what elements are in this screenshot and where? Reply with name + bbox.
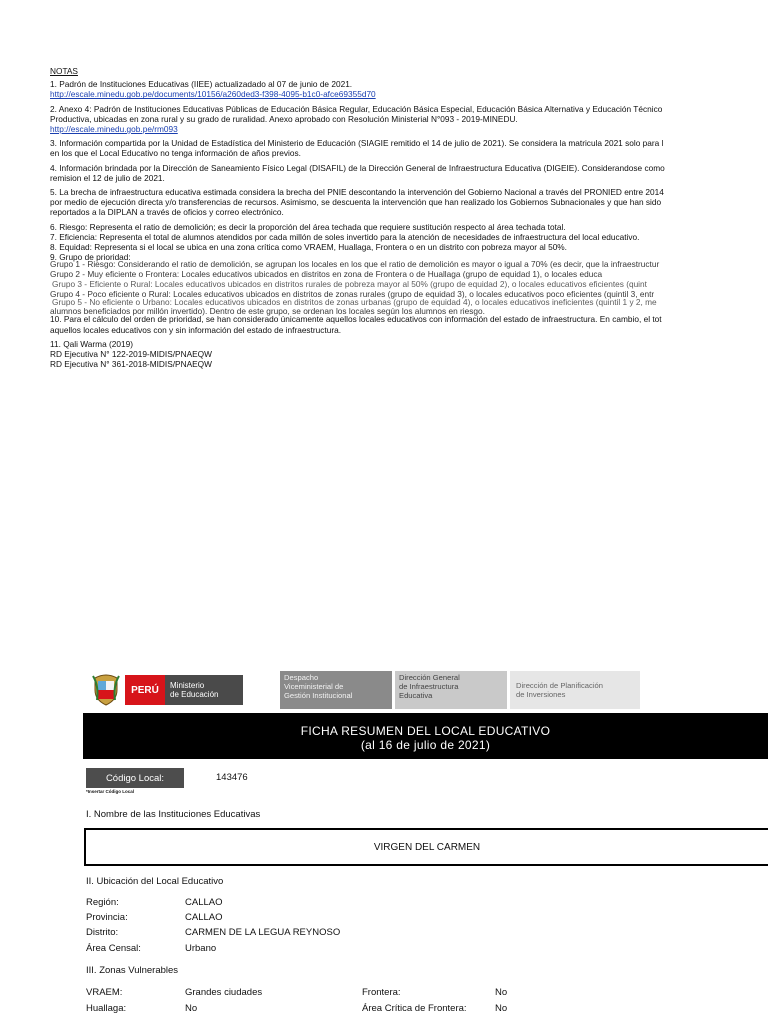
section-3-title: III. Zonas Vulnerables xyxy=(86,965,179,976)
direccion-general-box xyxy=(395,671,507,709)
institution-name: VIRGEN DEL CARMEN xyxy=(373,841,481,853)
distrito-value: CARMEN DE LA LEGUA REYNOSO xyxy=(185,927,341,938)
area-censal-value: Urbano xyxy=(185,943,217,954)
note-7: 7. Eficiencia: Representa el total de alumnos atendidos por cada millón de soles invertido para la atención de necesidades de infraestructura del local educativo. xyxy=(50,231,640,242)
region-value: CALLAO xyxy=(185,897,223,908)
ficha-subtitle: (al 16 de julio de 2021) xyxy=(360,738,491,752)
area-critica-frontera-value: No xyxy=(495,1003,508,1014)
note-1: 1. Padrón de Instituciones Educativas (IIEE) actualizadado al 07 de junio de 2021. xyxy=(50,79,353,90)
dg-line-2: de Infraestructura xyxy=(399,682,459,691)
group-6: alumnos beneficiados por millón invertido). Dentro de este grupo, se ordenan los locales según los alumnos en riesgo. xyxy=(50,306,485,317)
area-censal-label: Área Censal: xyxy=(86,943,141,954)
peru-label: PERÚ xyxy=(125,675,165,705)
note-2-cont: Productiva, ubicadas en zona rural y su grado de ruralidad. Anexo aprobado con Resolución Ministerial N°093 - 2019-MINEDU. xyxy=(50,113,518,124)
note-6: 6. Riesgo: Representa el ratio de demolición; es decir la proporción del área techada que requiere sustitución respecto al área techada total. xyxy=(50,221,566,232)
codigo-local-label: Código Local: xyxy=(86,768,184,788)
group-1: Grupo 1 - Riesgo: Considerando el ratio de demolición, se agrupan los locales en los que el ratio de demolición es mayor o igual a 70% (es decir, que la infraestructur xyxy=(50,259,660,270)
vraem-label: VRAEM: xyxy=(86,987,123,998)
note-2-link[interactable]: http://escale.minedu.gob.pe/rm093 xyxy=(50,124,178,135)
dg-line-3: Educativa xyxy=(399,691,433,700)
note-10: 10. Para el cálculo del orden de prioridad, se han considerado únicamente aquellos locales educativos con información del estado de infraestructura. En cambio, el tot xyxy=(50,314,662,325)
notes-section xyxy=(50,66,768,369)
despacho-line-1: Despacho xyxy=(284,673,319,682)
note-5-cont: por medio de ejecución directa y/o transferencias de recursos. Asimismo, se descuenta la intervención que han realizado los Gobiernos Subnacionales y que han sido xyxy=(50,197,662,208)
region-label: Región: xyxy=(86,897,119,908)
rd-2: RD Ejecutiva N° 361-2018-MIDIS/PNAEQW xyxy=(50,359,212,370)
group-4: Grupo 4 - Poco eficiente o Rural: Locales educativos ubicados en distritos de zonas rurales (grupo de equidad 3), o locales educativos poco eficientes (quintil 3, entr xyxy=(50,289,655,300)
area-critica-frontera-label: Área Crítica de Frontera: xyxy=(362,1003,467,1014)
despacho-line-3: Gestión Institucional xyxy=(284,691,353,700)
ficha-title: FICHA RESUMEN DEL LOCAL EDUCATIVO xyxy=(300,724,551,738)
section-1-title: I. Nombre de las Instituciones Educativas xyxy=(86,809,261,820)
huallaga-value: No xyxy=(185,1003,198,1014)
frontera-label: Frontera: xyxy=(362,987,401,998)
note-3-cont: en los que el Local Educativo no tenga información de años previos. xyxy=(50,148,301,159)
notes-title: NOTAS xyxy=(50,66,78,76)
distrito-label: Distrito: xyxy=(86,927,119,938)
institution-name-box xyxy=(84,828,768,866)
note-8: 8. Equidad: Representa si el local se ubica en una zona crítica como VRAEM, Huallaga, Frontera o en un distrito con pobreza mayor al 50%. xyxy=(50,242,567,253)
despacho-box xyxy=(280,671,392,709)
dp-line-2: de Inversiones xyxy=(516,690,566,699)
group-5: Grupo 5 - No eficiente o Urbano: Locales educativos ubicados en distritos de zonas urbanas (grupo de equidad 4), o locales educativos ineficientes (quintil 1 y 2, me xyxy=(52,297,657,308)
ficha-title-bar xyxy=(83,713,768,759)
note-3: 3. Información compartida por la Unidad de Estadística del Ministerio de Educación (SIAGIE remitido el 14 de julio de 2021). Se considera la matricula 2021 solo para l xyxy=(50,138,664,149)
peru-coat-of-arms-icon xyxy=(91,672,121,706)
note-5-cont2: reportados a la DIPLAN a través de oficios y correo electrónico. xyxy=(50,207,284,218)
codigo-local-note: *Insertar Código Local xyxy=(86,789,135,794)
ministry-label xyxy=(165,675,243,705)
ministry-line-1: Ministerio xyxy=(170,681,205,690)
note-4: 4. Información brindada por la Dirección de Saneamiento Físico Legal (DISAFIL) de la Dirección General de Infraestructura Educativa (DIGEIE). Considerandose como xyxy=(50,162,665,173)
note-4-cont: remision el 12 de julio de 2021. xyxy=(50,172,165,183)
codigo-local-value[interactable]: 143476 xyxy=(216,772,248,783)
ministry-logo xyxy=(125,675,243,705)
provincia-value: CALLAO xyxy=(185,912,223,923)
section-2-title: II. Ubicación del Local Educativo xyxy=(86,876,224,887)
note-10-cont: aquellos locales educativos con y sin información del estado de infraestructura. xyxy=(50,324,342,335)
vraem-value: Grandes ciudades xyxy=(185,987,263,998)
ministry-line-2: de Educación xyxy=(170,690,219,699)
note-9: 9. Grupo de prioridad: xyxy=(50,252,131,263)
group-2: Grupo 2 - Muy eficiente o Frontera: Locales educativos ubicados en distritos en zona de Frontera o de Huallaga (grupo de equidad 1), o locales educa xyxy=(50,269,603,280)
frontera-value: No xyxy=(495,987,508,998)
direccion-planificacion-box xyxy=(510,671,640,709)
header-banner xyxy=(83,668,768,710)
provincia-label: Provincia: xyxy=(86,912,128,923)
huallaga-label: Huallaga: xyxy=(86,1003,127,1014)
rd-1: RD Ejecutiva N° 122-2019-MIDIS/PNAEQW xyxy=(50,349,212,360)
note-1-link[interactable]: http://escale.minedu.gob.pe/documents/10156/a260ded3-f398-4095-b1c0-afce69355d70 xyxy=(50,89,376,100)
despacho-line-2: Viceministerial de xyxy=(284,682,344,691)
group-3: Grupo 3 - Eficiente o Rural: Locales educativos ubicados en distritos rurales de pobreza mayor al 50% (grupo de equidad 2), o locales educativos eficientes (quint xyxy=(52,279,647,290)
note-11: 11. Qali Warma (2019) xyxy=(50,338,133,349)
note-5: 5. La brecha de infraestructura educativa estimada considera la brecha del PNIE descontando la intervención del Gobierno Nacional a través del PRONIED entre 2014 xyxy=(50,187,664,198)
note-2: 2. Anexo 4: Padrón de Instituciones Educativas Públicas de Educación Básica Regular, Educación Básica Especial, Educación Básica Alternativa y Educación Técnico xyxy=(50,103,663,114)
dg-line-1: Dirección General xyxy=(399,673,460,682)
priority-groups xyxy=(50,259,768,317)
dp-line-1: Dirección de Planificación xyxy=(516,681,603,690)
